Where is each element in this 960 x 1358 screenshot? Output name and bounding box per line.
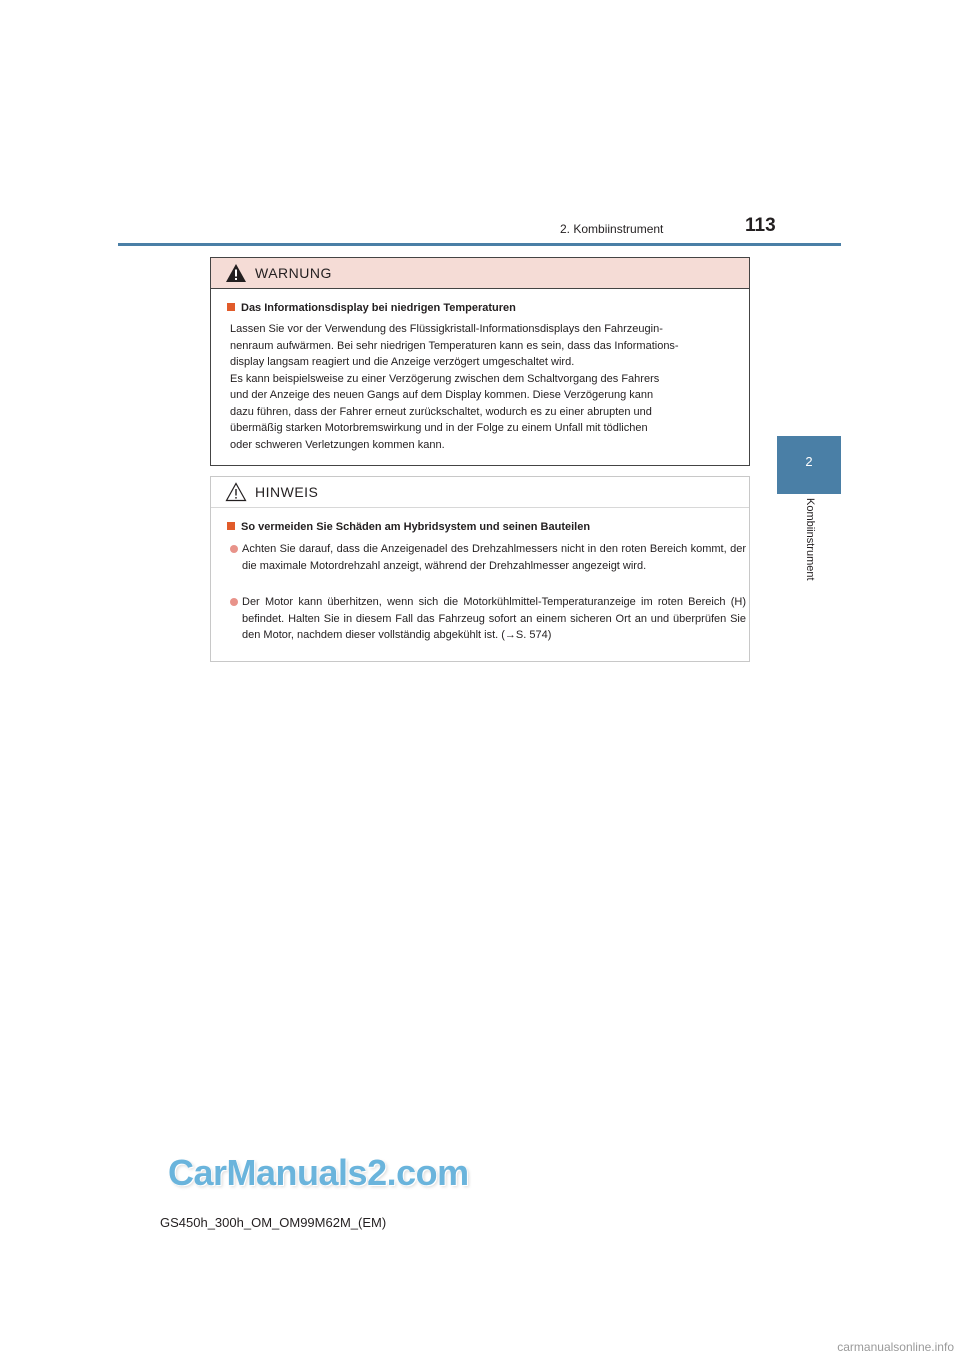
- bullet-dot-icon: [230, 598, 238, 606]
- warning-line: Lassen Sie vor der Verwendung des Flüssigkristall-Informationsdisplays den Fahrzeugin-: [230, 323, 663, 335]
- notice-bullet-text: Achten Sie darauf, dass die Anzeigenadel des Drehzahlmessers nicht in den roten Bereich kommt, der die maximale Motordrehzahl anzeigt, während der Drehzahlmesser angezeigt wird.: [242, 543, 746, 572]
- notice-header: [211, 477, 749, 508]
- warning-box: [210, 257, 750, 466]
- section-square-icon: [227, 303, 235, 311]
- notice-bullet-text: Der Motor kann überhitzen, wenn sich die Motorkühlmittel-Temperaturanzeige im roten Bereich (H) befindet. Halten Sie in diesem Fall das Fahrzeug sofort an einem sicheren Ort an und überprüfen Sie den Motor, nachdem dieser vollständig abgekühlt ist. (→S. 574): [242, 596, 746, 641]
- warning-line: nenraum aufwärmen. Bei sehr niedrigen Temperaturen kann es sein, dass das Informations-: [230, 339, 679, 352]
- notice-section-title-text: So vermeiden Sie Schäden am Hybridsystem und seinen Bauteilen: [241, 521, 591, 533]
- notice-bullet: [230, 541, 746, 574]
- chapter-title: 2. Kombiinstrument: [560, 222, 664, 236]
- section-square-icon: [227, 522, 235, 530]
- page-number: 113: [745, 215, 776, 236]
- chapter-side-tab: [777, 436, 841, 494]
- warning-line: display langsam reagiert und die Anzeige verzögert umgeschaltet wird.: [230, 356, 575, 368]
- warning-paragraph: [230, 321, 741, 453]
- warning-line: und der Anzeige des neuen Gangs auf dem Display kommen. Diese Verzögerung kann: [230, 389, 654, 401]
- notice-box: [210, 476, 750, 662]
- site-watermark: carmanualsonline.info: [837, 1340, 954, 1354]
- warning-triangle-icon: [225, 263, 247, 283]
- bullet-dot-icon: [230, 545, 238, 553]
- notice-title: HINWEIS: [255, 484, 319, 500]
- warning-section-title-text: Das Informationsdisplay bei niedrigen Temperaturen: [241, 302, 516, 314]
- warning-title: WARNUNG: [255, 265, 332, 281]
- header-rule: [118, 243, 841, 246]
- chapter-side-label: Kombiinstrument: [804, 498, 816, 581]
- chapter-side-tab-number: 2: [805, 454, 813, 469]
- document-code: GS450h_300h_OM_OM99M62M_(EM): [160, 1215, 387, 1230]
- warning-section-title: [227, 302, 516, 314]
- warning-line: dazu führen, dass der Fahrer erneut zurückschaltet, wodurch es zu einer abrupten und: [230, 405, 652, 418]
- warning-line: oder schweren Verletzungen kommen kann.: [230, 438, 445, 451]
- watermark-logo: CarManuals2.com: [168, 1152, 469, 1193]
- warning-line: übermäßig starken Motorbremswirkung und in der Folge zu einem Unfall mit tödlichen: [230, 422, 648, 434]
- caution-triangle-icon: [225, 482, 247, 502]
- warning-line: Es kann beispielsweise zu einer Verzögerung zwischen dem Schaltvorgang des Fahrers: [230, 372, 660, 385]
- notice-section-title: [227, 521, 590, 533]
- notice-bullet: [230, 594, 746, 644]
- warning-header: [211, 258, 749, 289]
